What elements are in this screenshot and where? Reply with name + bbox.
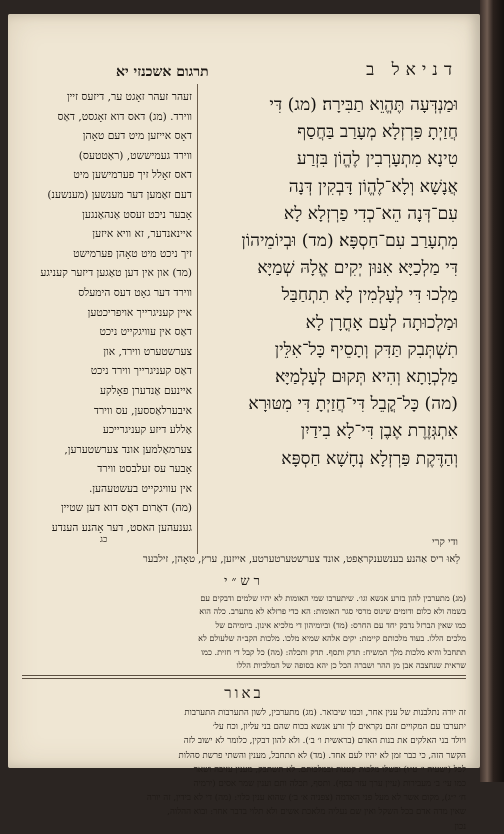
- targum-line: זיך ניכט מיט טאָהן פערמישט: [73, 247, 192, 260]
- targum-column: [20, 88, 192, 539]
- targum-line: דאַס קעניגרייך ווירד ניכט: [90, 365, 192, 378]
- targum-line: ווירד געמיששט, (ראַטטעס): [78, 149, 192, 162]
- rashi-line: שראית שנחצבה אבן מן ההר ושברה הכל כן יהא בסופה של המלכיות הללו: [236, 660, 466, 671]
- biur-line: יתערבו עם המקויים זהם נקראים לך זרע אנשא בכוח שהם בני עליון, וכח על׳: [212, 722, 466, 733]
- main-text-line: תִשְׁתְּבִק תַּדִּק וְתָסֵיף כָּל־אִלֵּין: [274, 339, 458, 360]
- targum-line: גענעהען האסט, דער אָהנע הענדע: [51, 522, 192, 535]
- rashi-line: מלכים הללו. בעוד מלכותם קיימת: יקים אלהא שמיא מלכו. מלכות הקב״ה שלעולם לא: [198, 633, 466, 644]
- main-text-line: וּמַלְכוּתָה לְעַם אָחֳרָן לָא: [305, 312, 458, 333]
- targum-line: אָבער ניכט זעסט אַנהאַנגען: [82, 208, 192, 221]
- targum-line: אָבער עס זעלבסט ווירד: [97, 463, 192, 476]
- biur-line: הקשר הזה, כי כבר זמן לא יהיו לעם אחד. (מד) לא תתחבל, מענין והשתי פרשת סהלות: [178, 750, 466, 761]
- targum-line: דאַס אין עוויגקייט ניכט: [99, 326, 192, 339]
- targum-line: צערשטערט ווירד, און: [103, 345, 192, 358]
- book-page: [8, 14, 480, 832]
- biur-line: ויולד בני האלקים את בנות האדם (בראשית ו׳ ב׳). ולא להון דבקין, כלומר לא ישוב לזה: [183, 736, 466, 747]
- targum-line: אַללע דיזע קעניגרייכע: [102, 424, 192, 437]
- targum-line: איינעם אַנדערן פאָלקע: [99, 384, 192, 397]
- rashi-line: תתחבל והיא מלכות מלך המשיח: תדק ותסף. תדק ותכלה: (מה) כל קבל די חזית. כמו: [201, 646, 466, 657]
- main-text-line: וְהַדֶּקֶת פַּרְזְלָא נְחָשָׁא חַסְפָּא: [281, 448, 458, 469]
- main-text-line: עִם־דְּנָה הֵא־כְדִי פַרְזְלָא לָא: [283, 203, 458, 224]
- targum-line: דאָס אייזען מיט דעם טאָהן: [82, 130, 192, 143]
- biur-line: לכל (ישעיה י׳ ט״ו) ובשלו מלכות קטנות ובמלכותם. לא תשתבק, מענין עזיבה ושאר: [193, 764, 466, 775]
- main-text-line: וּמַנְדְּעָה תֶּהֱוֵא תַבִּירָה׃ (מג) דִּי: [269, 95, 458, 115]
- main-text-line: מַלְכְוָתָא וְהִיא תְּקוּם לְעָלְמַיָּא׃: [275, 367, 458, 388]
- targum-line: (מד) און אין דען טאַגען דיזער קעניגע: [40, 267, 192, 280]
- continuation-line: לֵאוּ ריס אַהנע בענשענקראַפט, אונד צערשטערטערטע, אייזען, ערץ, טאָהן, זילבער: [142, 554, 460, 565]
- targum-line: זעהר זעהר זאָגט ער, דיזעס זיין: [66, 91, 192, 103]
- targum-line: איינאנדער, זא וויא איזען: [92, 228, 192, 241]
- targum-heading: תרגום אשכנזי יא: [116, 64, 209, 80]
- main-text-line: חֲזַיְתָ פַּרְזְלָא מְעָרַב בַּחֲסַף: [297, 122, 458, 143]
- main-text-line: אִתְגְּזֶרֶת אֶבֶן דִּי־לָא בִידַיִן: [300, 421, 458, 442]
- targum-line: צערמאַלמען אונד צערשטערען,: [64, 443, 192, 456]
- bottom-marker: כג: [100, 535, 108, 545]
- targum-line: (מה) דאַרום דאַס דוא דען שטיין: [60, 502, 192, 515]
- targum-line: דעם זאַמען דער מענשען (מענשענ): [47, 188, 192, 201]
- rashi-line: (מג) מתערבין להון בזרע אנשא וגו׳. שיתערבו שמי האומות לא יהיו שלמים ודבקים עם: [200, 593, 466, 603]
- biur-commentary: [22, 706, 466, 834]
- main-text-line: מַלְכוּ דִּי לְעָלְמִין לָא תִתְחַבַּל: [281, 285, 458, 306]
- biur-line: נכון: [454, 821, 466, 832]
- column-divider: [197, 84, 198, 554]
- targum-line: איין קעניגרייך אויפריכטען: [87, 306, 192, 319]
- biur-line: זה יורה נתלבנות של ענין אחר, וכמו שיבואר. (מג) מתערבין, לשון התערבות התערבות: [184, 708, 466, 718]
- chapter-heading: דניאל ב: [366, 60, 458, 80]
- rashi-line: בשמה ולא כלום ודומים שינוס מרסי סגר האומות: הא כדי פרזלא לא מתערב. כלה הוא: [199, 606, 466, 617]
- rashi-line: כמו שאין הברזל נדבק יחד עם החרס: (מד) וביומיהון די מלכיא אינון. ביומיהם של: [215, 619, 466, 630]
- targum-line: ווירד. (מג) דאס דוא זאָגסט, דאַס: [57, 110, 192, 123]
- main-text-column: [196, 92, 458, 473]
- targum-line: אין עוויגקייט בעשטעהען.: [88, 482, 192, 495]
- biur-title: באור: [224, 684, 264, 702]
- rashi-commentary: [22, 592, 466, 672]
- main-text-line: טִינָא מִתְעָרְבִין לֶהֱוֹן בִּזְרַע: [296, 149, 458, 170]
- biur-line: ח׳ י״ג), מקום אשר לא מעל פני האדמה (צפניה א׳ ב׳) שהוא ענין כלוי: (מה) די לא בידין, זה יורה: [146, 793, 466, 804]
- targum-line: דאס זאָלל זיך פערמישען מיט: [73, 169, 192, 182]
- book-binding: [480, 0, 504, 782]
- biur-line: שאין מדה אדם בכל השקל ואין שם נעליה מלאכת אשים ולא תלוי בדבר אחר: ובוא ההלוה,: [167, 807, 466, 818]
- main-text-line: דִּי מַלְכַיָּא אִנּוּן יְקִים אֱלָהּ שְׁמַיָּא: [257, 258, 458, 279]
- section-rule: [22, 675, 466, 679]
- biur-line: כמו עי׳ ב׳ מעבירות (עיין ערך עזר בסף). ותסף, תכלה ותם וענין שמר אסים (ירמיה: [193, 779, 466, 790]
- main-section: [8, 14, 480, 600]
- ktiv-kri-note: ודי קרי: [431, 537, 458, 548]
- rashi-title: רש״י: [224, 574, 264, 589]
- targum-line: איבערלאַססען, עס ווירד: [93, 404, 192, 417]
- main-text-line: אֲנָשָׁא וְלָא־לֶהֱוֹן דָּבְקִין דְּנָה: [288, 176, 458, 197]
- targum-line: ווירד דער גאָט דעס הימעלס: [78, 286, 192, 299]
- main-text-line: (מה) כָּל־קֳבֵל דִּי־חֲזַיְתָ דִּי מִטּוּרָא: [248, 394, 458, 415]
- main-text-line: מִתְעָרַב עִם־חַסְפָּא׃ (מד) וּבְיוֹמֵיהוֹן: [241, 231, 458, 252]
